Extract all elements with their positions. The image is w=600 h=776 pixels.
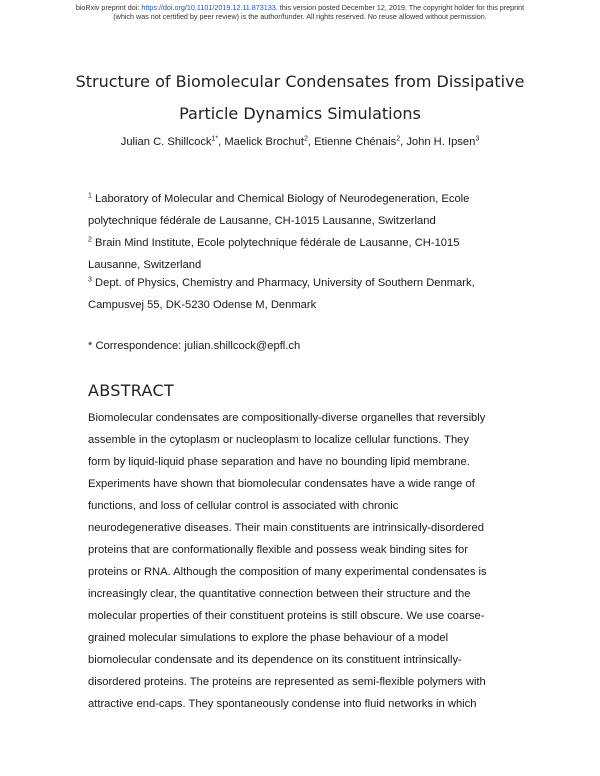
abstract-line: proteins that are conformationally flexible and possess weak binding sites for (88, 544, 468, 556)
author: Etienne Chénais$^2$, (314, 135, 407, 148)
author: John H. Ipsen$^3$ (406, 135, 480, 148)
abstract-line: functions, and loss of cellular control is associated with chronic (88, 500, 399, 512)
abstract-line: proteins or RNA. Although the composition of many experimental condensates is (88, 566, 487, 578)
abstract-line: grained molecular simulations to explore the phase behaviour of a model (88, 632, 449, 644)
affiliation-2: $^2$ Brain Mind Institute, Ecole polytechnique fédérale de Lausanne, CH-1015 Lausanne, Switzerland (88, 236, 460, 271)
abstract-line: increasingly clear, the quantitative connection between their structure and the (88, 588, 471, 600)
author-list (0, 136, 600, 148)
abstract-line: biomolecular condensate and its dependence on its constituent intrinsically- (88, 654, 462, 666)
abstract-line: disordered proteins. The proteins are represented as semi-flexible polymers with (88, 676, 486, 688)
affiliation-3: $^3$ Dept. of Physics, Chemistry and Pharmacy, University of Southern Denmark, Campusvej 55, DK-5230 Odense M, Denmark (88, 276, 475, 311)
title-line-1: Structure of Biomolecular Condensates from Dissipative (75, 72, 525, 91)
header-suffix: . this version posted December 12, 2019. The copyright holder for this preprint (275, 3, 525, 12)
header-line-1 (0, 3, 600, 12)
abstract-line: Biomolecular condensates are compositionally-diverse organelles that reversibly (88, 412, 486, 424)
preprint-header (0, 3, 600, 21)
header-prefix: bioRxiv preprint doi: (75, 3, 142, 12)
abstract-line: attractive end-caps. They spontaneously condense into fluid networks in which (88, 698, 477, 710)
doi-link[interactable]: https://doi.org/10.1101/2019.12.11.873133 (141, 3, 276, 12)
correspondence: * Correspondence: julian.shillcock@epfl.ch (88, 340, 301, 352)
abstract-line: molecular properties of their constituent proteins is still obscure. We use coarse- (88, 610, 485, 622)
title-line-2: Particle Dynamics Simulations (179, 104, 421, 123)
header-line-2: (which was not certified by peer review) is the author/funder. All rights reserved. No reuse allowed without permission. (113, 12, 487, 21)
abstract-line: assemble in the cytoplasm or nucleoplasm to localize cellular functions. They (88, 434, 469, 446)
abstract-line: neurodegenerative diseases. Their main constituents are intrinsically-disordered (88, 522, 484, 534)
abstract-line: form by liquid-liquid phase separation and have no bounding lipid membrane. (88, 456, 470, 468)
affiliation-1: $^1$ Laboratory of Molecular and Chemical Biology of Neurodegeneration, Ecole polytechnique fédérale de Lausanne, CH-1015 Lausanne, Switzerland (88, 192, 470, 227)
author: Maelick Brochut$^2$, (224, 135, 315, 148)
abstract-line: Experiments have shown that biomolecular condensates have a wide range of (88, 478, 475, 490)
author: Julian C. Shillcock$^{1*}$, (120, 135, 225, 148)
abstract-heading: ABSTRACT (88, 381, 175, 400)
